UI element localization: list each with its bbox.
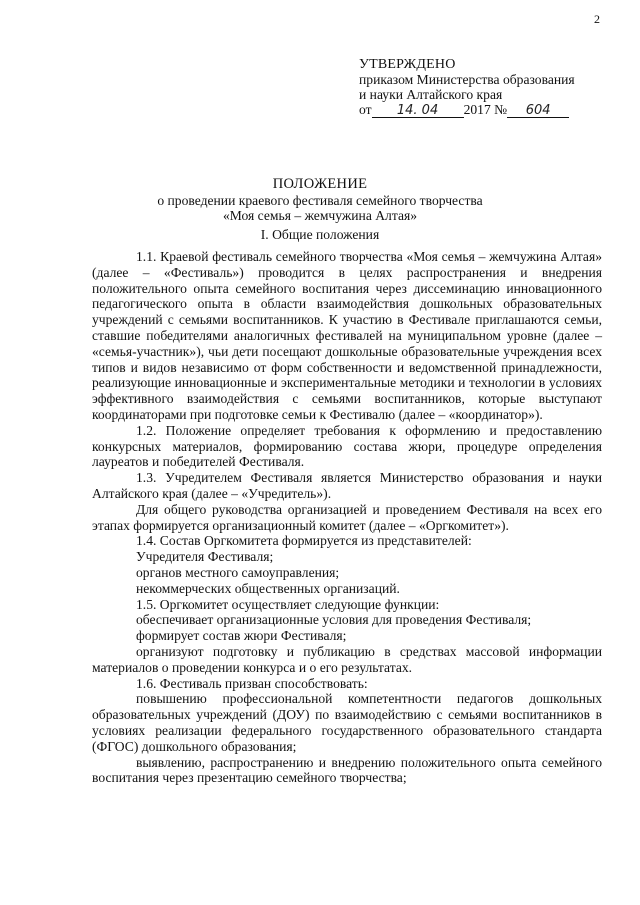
handwritten-date: 14. 04 (372, 104, 464, 118)
list-item-1-4-b: органов местного самоуправления; (136, 564, 340, 580)
paragraph-1-2: 1.2. Положение определяет требования к оформлению и предоставлению конкурсных материалов, формированию состава жюри, процедуре определения лауреатов и победителей Фестиваля. (92, 422, 602, 470)
approval-date-line (359, 102, 619, 118)
paragraph-1-4: 1.4. Состав Оргкомитета формируется из представителей: (136, 533, 472, 549)
document-title-block (0, 177, 640, 223)
paragraph-1-1: 1.1. Краевой фестиваль семейного творчества «Моя семья – жемчужина Алтая» (далее – «Фестиваль») проводится в целях распространения и внедрения положительного опыта семейного воспитания через диссеминацию инновационного педагогического опыта в области взаимодействия дошкольных образовательных учреждений с семьями воспитанников. К участию в Фестивале приглашаются семьи, ставшие победителями аналогичных фестивалей на муниципальном уровне (далее – «семья-участник»), чьи дети посещают дошкольные образовательные учреждения всех типов и видов независимо от форм собственности и ведомственной принадлежности, реализующие инновационные и экспериментальные методики и технологии в условиях эффективного взаимодействия с семьями воспитанников, которые выступают координаторами при подготовке семьи к Фестивалю (далее – «координатор»). (92, 249, 602, 422)
list-item-1-5-b: формирует состав жюри Фестиваля; (136, 628, 347, 644)
paragraph-1-5: 1.5. Оргкомитет осуществляет следующие функции: (136, 596, 440, 612)
list-item-1-5-a: обеспечивает организационные условия для проведения Фестиваля; (136, 612, 532, 628)
list-item-1-6-b: выявлению, распространению и внедрению положительного опыта семейного воспитания через презентацию семейного творчества; (92, 754, 602, 786)
approval-ministry-line: и науки Алтайского края (359, 87, 503, 102)
document-subtitle-1: о проведении краевого фестиваля семейного творчества (157, 193, 483, 208)
paragraph-1-3: 1.3. Учредителем Фестиваля является Министерство образования и науки Алтайского края (далее – «Учредитель»). (92, 470, 602, 501)
approval-order-line: приказом Министерства образования (359, 72, 575, 87)
approval-stamp-block (359, 57, 619, 118)
list-item-1-5-c: организуют подготовку и публикацию в средствах массовой информации материалов о проведении конкурса и о его результатах. (92, 643, 602, 675)
list-item-1-4-c: некоммерческих общественных организаций. (136, 580, 400, 596)
year-number-label: 2017 № (463, 102, 508, 117)
handwritten-order-number: 604 (507, 104, 569, 118)
paragraph-1-6: 1.6. Фестиваль призван способствовать: (136, 675, 368, 691)
approval-heading: УТВЕРЖДЕНО (359, 57, 456, 72)
document-title: ПОЛОЖЕНИЕ (272, 176, 368, 192)
list-item-1-4-a: Учредителя Фестиваля; (136, 549, 274, 565)
document-body (92, 249, 602, 786)
paragraph-orgcommittee: Для общего руководства организацией и проведением Фестиваля на всех его этапах формируется организационный комитет (далее – «Оргкомитет»). (92, 501, 602, 533)
document-subtitle-2: «Моя семья – жемчужина Алтая» (222, 208, 418, 223)
list-item-1-6-a: повышению профессиональной компетентности педагогов дошкольных образовательных учреждений (ДОУ) по взаимодействию с семьями воспитанников в условиях реализации федерального государственного образовательного стандарта (ФГОС) дошкольного образования; (92, 691, 602, 754)
date-prefix: от (359, 102, 372, 117)
section-heading: I. Общие положения (260, 227, 380, 242)
page-number: 2 (594, 12, 600, 26)
